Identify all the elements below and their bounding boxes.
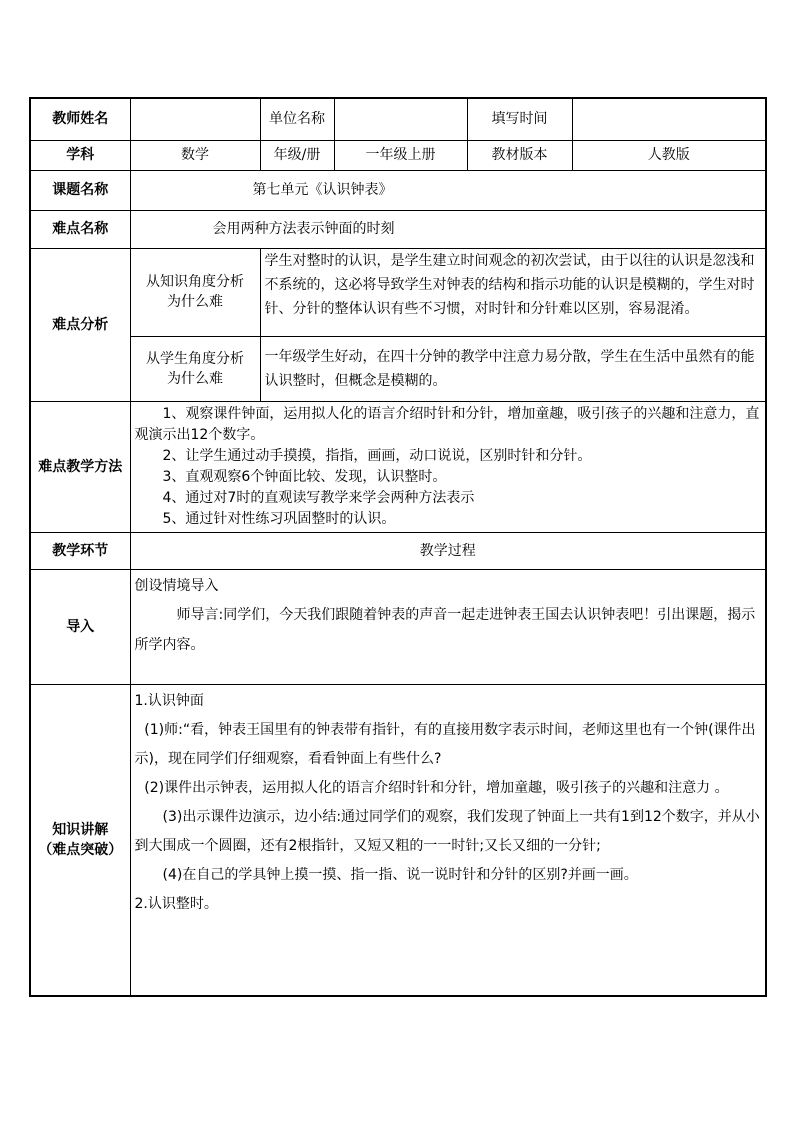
difficulty-row <box>30 210 766 248</box>
subject-row <box>30 140 766 170</box>
intro-content <box>130 569 766 684</box>
textbook-value: 人教版 <box>572 140 766 170</box>
header-row <box>30 98 766 140</box>
subject-value: 数学 <box>130 140 260 170</box>
method-item: 2、让学生通过动手摸摸，指指，画画，动口说说，区别时针和分针。 <box>162 447 592 464</box>
analysis-label: 难点分析 <box>30 248 130 401</box>
analysis-knowledge-row <box>30 248 766 336</box>
student-angle-label: 从学生角度分析为什么难 <box>130 336 260 401</box>
lecture-label-sub: （难点突破） <box>38 841 123 858</box>
lecture-paragraph: (3)出示课件边演示，边小结:通过同学们的观察，我们发现了钟面上一共有1到12个数字，并从小到大围成一个圆圈，还有2根指针，又短又粗的一一时针;又长又细的一分针; <box>134 808 760 854</box>
teacher-name-label: 教师姓名 <box>30 98 130 140</box>
subject-label: 学科 <box>30 140 130 170</box>
textbook-label: 教材版本 <box>467 140 572 170</box>
methods-content <box>130 401 766 532</box>
methods-label: 难点教学方法 <box>30 401 130 532</box>
analysis-student-row <box>30 336 766 401</box>
lecture-paragraph: (2)课件出示钟表，运用拟人化的语言介绍时针和分针，增加童趣，吸引孩子的兴趣和注意力 。 <box>144 779 729 796</box>
difficulty-label: 难点名称 <box>30 210 130 248</box>
topic-label: 课题名称 <box>30 170 130 210</box>
lecture-label-cell <box>30 684 130 996</box>
fill-date-value[interactable] <box>572 98 766 140</box>
grade-value: 一年级上册 <box>334 140 467 170</box>
intro-row <box>30 569 766 684</box>
topic-value: 第七单元《认识钟表》 <box>130 170 766 210</box>
process-title: 教学过程 <box>130 532 766 569</box>
student-angle-text: 一年级学生好动，在四十分钟的教学中注意力易分散，学生在生活中虽然有的能认识整时，但概念是模糊的。 <box>260 336 766 401</box>
unit-name-value[interactable] <box>334 98 467 140</box>
grade-label: 年级/册 <box>260 140 334 170</box>
process-header-row <box>30 532 766 569</box>
method-item: 5、通过针对性练习巩固整时的认识。 <box>162 510 396 527</box>
unit-name-label: 单位名称 <box>260 98 334 140</box>
knowledge-angle-label: 从知识角度分析为什么难 <box>130 248 260 336</box>
intro-text: 师导言:同学们，今天我们跟随着钟表的声音一起走进钟表王国去认识钟表吧！引出课题，揭示所学内容。 <box>134 606 756 653</box>
method-item: 1、观察课件钟面，运用拟人化的语言介绍时针和分针，增加童趣，吸引孩子的兴趣和注意力，直观演示出12个数字。 <box>134 405 760 443</box>
lesson-plan-table <box>29 97 767 997</box>
lecture-paragraph: (1)师:“看，钟表王国里有的钟表带有指针，有的直接用数字表示时间，老师这里也有一个钟(课件出示)，现在同学们仔细观察，看看钟面上有些什么? <box>134 721 756 767</box>
lecture-paragraph: (4)在自己的学具钟上摸一摸、指一指、说一说时针和分针的区别?并画一画。 <box>162 866 638 883</box>
fill-date-label: 填写时间 <box>467 98 572 140</box>
intro-label: 导入 <box>30 569 130 684</box>
topic-row <box>30 170 766 210</box>
lecture-content <box>130 684 766 996</box>
lecture-label: 知识讲解 <box>52 821 109 838</box>
lecture-heading-1: 1.认识钟面 <box>134 692 204 709</box>
knowledge-angle-text: 学生对整时的认识，是学生建立时间观念的初次尝试，由于以往的认识是忽浅和不系统的，这必将导致学生对钟表的结构和指示功能的认识是模糊的，学生对时针、分针的整体认识有些不习惯，对时针和分针难以区别，容易混淆。 <box>260 248 766 336</box>
difficulty-value: 会用两种方法表示钟面的时刻 <box>130 210 766 248</box>
method-item: 4、通过对7时的直观读写教学来学会两种方法表示 <box>162 489 475 506</box>
method-item: 3、直观观察6个钟面比较、发现，认识整时。 <box>162 468 447 485</box>
intro-title: 创设情境导入 <box>134 577 219 594</box>
methods-row <box>30 401 766 532</box>
lecture-row <box>30 684 766 996</box>
process-step-label: 教学环节 <box>30 532 130 569</box>
lecture-heading-2: 2.认识整时。 <box>134 895 218 912</box>
teacher-name-value[interactable] <box>130 98 260 140</box>
